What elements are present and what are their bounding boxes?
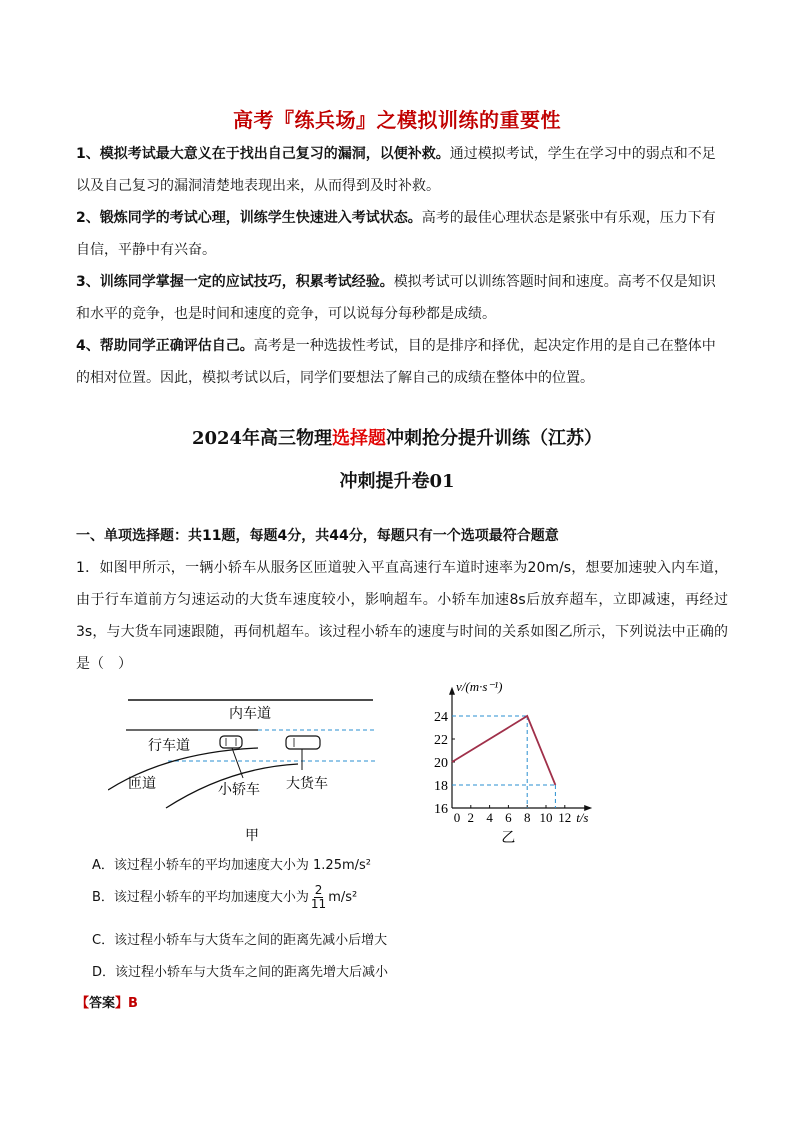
answer-line bbox=[76, 992, 138, 1011]
truck-label: 大货车 bbox=[286, 777, 328, 792]
answer-label: 答案 bbox=[89, 996, 116, 1011]
fig-caption-jia: 甲 bbox=[245, 829, 259, 844]
y-tick-label-20: 20 bbox=[434, 756, 448, 771]
car-icon bbox=[220, 736, 242, 748]
option-b-unit: m/s² bbox=[328, 890, 358, 905]
x-tick-label-6: 6 bbox=[505, 810, 512, 825]
option-c[interactable]: C．该过程小轿车与大货车之间的距离先减小后增大 bbox=[92, 933, 388, 948]
point-1-text: 通过模拟考试，学生在学习中的弱点和不足以及自己复习的漏洞清楚地表现出来，从而得到及时补救。 bbox=[76, 146, 716, 194]
velocity-time-chart bbox=[420, 675, 635, 850]
point-1 bbox=[76, 138, 726, 202]
y-tick-label-24: 24 bbox=[434, 710, 448, 725]
point-2-text: 高考的最佳心理状态是紧张中有乐观，压力下有自信，平静中有兴奋。 bbox=[76, 210, 716, 258]
intro-title: 高考『练兵场』之模拟训练的重要性 bbox=[233, 108, 561, 132]
option-b[interactable] bbox=[92, 884, 357, 911]
option-d[interactable]: D．该过程小轿车与大货车之间的距离先增大后减小 bbox=[92, 965, 389, 980]
fraction-numerator: 2 bbox=[314, 883, 323, 897]
exam-title-pre: 2024年高三物理 bbox=[191, 428, 333, 449]
y-tick-label-16: 16 bbox=[434, 802, 448, 817]
exam-title bbox=[0, 424, 794, 450]
point-4-text: 高考是一种选拔性考试，目的是排序和择优，起决定作用的是自己在整体中的相对位置。因此，模拟考试以后，同学们要想法了解自己的成绩在整体中的位置。 bbox=[76, 338, 716, 386]
fraction-denominator: 11 bbox=[310, 897, 327, 911]
point-2 bbox=[76, 202, 726, 266]
x-tick-label-12: 12 bbox=[558, 810, 572, 825]
y-axis-label: v/(m·s⁻¹) bbox=[456, 678, 503, 694]
y-tick-label-18: 18 bbox=[434, 779, 448, 794]
point-1-bold: 1、模拟考试最大意义在于找出自己复习的漏洞，以便补救。 bbox=[76, 146, 450, 162]
option-a[interactable]: A．该过程小轿车的平均加速度大小为 1.25m/s² bbox=[92, 858, 371, 873]
y-axis-arrow bbox=[449, 687, 455, 695]
y-tick-label-22: 22 bbox=[434, 733, 448, 748]
travel-lane-label: 行车道 bbox=[148, 739, 190, 754]
x-tick-label-0: 0 bbox=[453, 810, 461, 825]
truck-icon bbox=[286, 736, 320, 749]
car-label: 小轿车 bbox=[218, 783, 260, 798]
exam-title-highlight: 选择题 bbox=[332, 428, 387, 449]
exam-subtitle: 冲刺提升卷01 bbox=[339, 471, 455, 492]
inner-lane-label: 内车道 bbox=[229, 707, 271, 722]
road-diagram bbox=[108, 690, 383, 845]
velocity-line bbox=[452, 716, 555, 785]
car-pointer bbox=[232, 748, 243, 778]
ramp-label: 匝道 bbox=[128, 777, 156, 792]
point-4-bold: 4、帮助同学正确评估自己。 bbox=[76, 338, 254, 354]
point-2-bold: 2、锻炼同学的考试心理，训练学生快速进入考试状态。 bbox=[76, 210, 422, 226]
section-heading: 一、单项选择题：共11题，每题4分，共44分，每题只有一个选项最符合题意 bbox=[76, 528, 559, 544]
exam-title-post: 冲刺抢分提升训练（江苏） bbox=[386, 428, 603, 449]
x-axis-label: t/s bbox=[576, 810, 589, 825]
option-b-fraction bbox=[311, 884, 326, 911]
x-tick-label-10: 10 bbox=[539, 810, 553, 825]
point-4 bbox=[76, 330, 726, 394]
point-3-text: 模拟考试可以训练答题时间和速度。高考不仅是知识和水平的竞争，也是时间和速度的竞争，可以说每分每秒都是成绩。 bbox=[76, 274, 716, 322]
point-3 bbox=[76, 266, 726, 330]
fig-caption-yi: 乙 bbox=[501, 831, 516, 846]
option-b-text: B．该过程小轿车的平均加速度大小为 bbox=[92, 890, 309, 905]
x-tick-label-8: 8 bbox=[523, 810, 531, 825]
answer-value: B bbox=[128, 996, 138, 1011]
point-3-bold: 3、训练同学掌握一定的应试技巧，积累考试经验。 bbox=[76, 274, 394, 290]
x-tick-label-4: 4 bbox=[486, 810, 493, 825]
answer-bracket-open: 【 bbox=[76, 996, 90, 1011]
answer-bracket-close: 】 bbox=[115, 996, 129, 1011]
question-1-text: 1．如图甲所示，一辆小轿车从服务区匝道驶入平直高速行车道时速率为20m/s，想要加速驶入内车道，由于行车道前方匀速运动的大货车速度较小，影响超车。小轿车加速8s后放弃超车，立即减速，再经过3s，与大货车同速跟随，再伺机超车。该过程小轿车的速度与时间的关系如图乙所示，下列说法中正确的是（ ） bbox=[76, 560, 728, 672]
x-tick-label-2: 2 bbox=[467, 810, 475, 825]
